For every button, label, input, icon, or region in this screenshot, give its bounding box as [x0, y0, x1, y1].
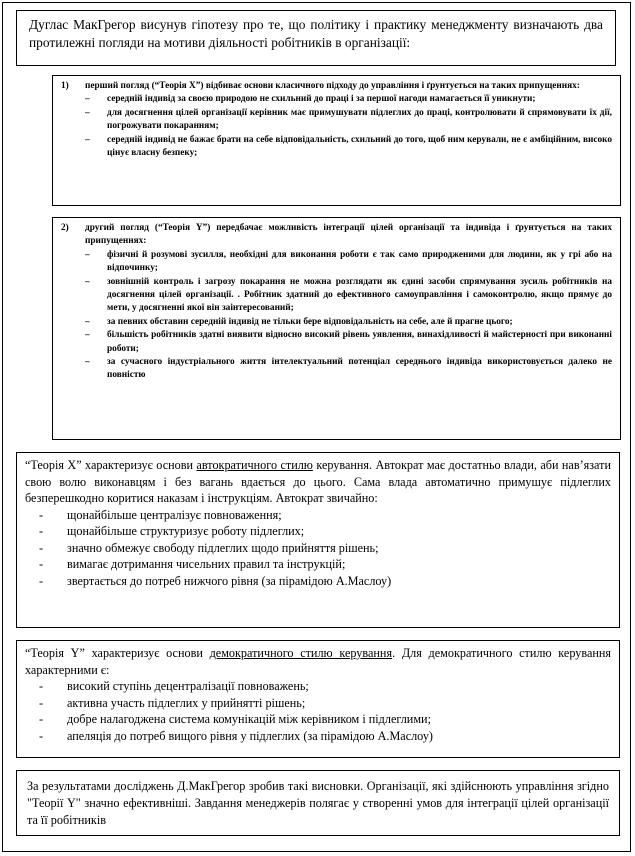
list-item-text: зовнішній контроль і загрозу покарання не можна розглядати як єдині засоби спрямування зусиль робітників на досягнення цілей організації. . Робітник здатний до ефективного самоуправління і самоконтролю, якщо прямує до мети, у досягненні якої він заінтересований;: [107, 276, 612, 314]
theory-x-head: [61, 80, 612, 93]
underlined-term: демократичного стилю керування: [209, 646, 393, 660]
list-item: [85, 329, 612, 356]
list-item: [85, 316, 612, 329]
list-item: [39, 728, 611, 745]
dash-bullet: -: [39, 573, 44, 588]
theory-y-style-text: [25, 645, 611, 678]
text-part: “Теорія X” характеризує основи: [25, 458, 197, 472]
dash-bullet: –: [85, 330, 90, 341]
list-item: [39, 711, 611, 728]
list-item-text: щонайбільше структуризує роботу підлеглих;: [67, 524, 305, 538]
list-item-text: фізичні й розумові зусилля, необхідні для виконання роботи є так само природженими для людини, як у грі або на відпочинку;: [107, 249, 612, 274]
dash-bullet: –: [85, 107, 90, 118]
dash-bullet: –: [85, 357, 90, 368]
theory-y-head-text: другий погляд (“Теорія Y”) передбачає можливість інтеграції цілей організації та індивіда і ґрунтується на таких припущеннях:: [85, 223, 612, 247]
list-item-text: звертається до потреб нижчого рівня (за пірамідою А.Маслоу): [67, 573, 392, 588]
list-item-text: для досягнення цілей організації керівник має примушувати підлеглих до праці, контролювати й спрямовувати їх дії, погрожувати покаранням;: [107, 107, 612, 132]
theory-x-style-box: [16, 452, 620, 628]
list-item-text: активна участь підлеглих у прийнятті рішень;: [67, 695, 306, 710]
list-item: [85, 134, 612, 161]
theory-x-assumptions-box: [52, 75, 621, 206]
list-item: [85, 93, 612, 106]
dash-bullet: –: [85, 316, 90, 327]
theory-x-style-text: [25, 457, 611, 507]
underlined-term: автократичного стилю: [196, 458, 313, 472]
conclusion-box: [16, 770, 620, 836]
theory-y-head: [61, 222, 612, 249]
list-item-text: апеляція до потреб вищого рівня у підлеглих (за пірамідою А.Маслоу): [67, 728, 433, 743]
intro-text: Дуглас МакГрегор висунув гіпотезу про те, що політику і практику менеджменту визначають два протилежні погляди на мотиви діяльності робітників в організації:: [29, 17, 603, 50]
text-part: “Теорія Y” характеризує основи: [25, 646, 210, 660]
theory-y-assumptions-list: [61, 249, 612, 383]
list-item: [39, 678, 611, 695]
dash-bullet: -: [39, 712, 44, 726]
dash-bullet: -: [39, 557, 44, 571]
theory-x-assumptions-list: [61, 93, 612, 160]
list-item-text: середній індивід за своєю природою не схильний до праці і за першої нагоди намагається її уникнути;: [107, 94, 536, 105]
dash-bullet: -: [39, 695, 44, 710]
dash-bullet: –: [85, 94, 90, 105]
text-part: керування. Автократ має достатньо влади, аби нав’язати свою волю виконавцям і без вагань вдається до цього. Сама влада автоматично примушує підлеглих безперешкодно коритися наказам і інструкціям. Автократ звичайно:: [25, 458, 611, 505]
conclusion-text: За результатами досліджень Д.МакГрегор зробив такі висновки. Організації, які здійснюють управління згідно "Теорії Y" значно ефективніші. Завдання менеджерів полягає у створенні умов для інтеграції цілей організації та її робітників: [27, 779, 609, 827]
list-item: [85, 107, 612, 134]
intro-box: [16, 10, 616, 66]
dash-bullet: -: [39, 679, 44, 693]
list-item-text: за сучасного індустріального життя інтелектуальний потенціал середнього індивіда використовується далеко не повністю: [107, 357, 612, 381]
list-item: [85, 276, 612, 316]
list-item: [85, 249, 612, 276]
list-item: [39, 540, 611, 557]
list-item: [39, 523, 611, 540]
theory-x-head-text: перший погляд (“Теорія X”) відбиває основи класичного підходу до управління і ґрунтується на таких припущеннях:: [85, 81, 580, 91]
list-item: [39, 556, 611, 573]
list-item: [85, 356, 612, 383]
list-item-text: вимагає дотримання чисельних правил та інструкцій;: [67, 557, 346, 571]
democrat-traits-list: [25, 678, 611, 744]
text-part: . Для демократичного стилю керування характерними є:: [25, 646, 612, 677]
list-item-text: значно обмежує свободу підлеглих щодо прийняття рішень;: [67, 540, 379, 555]
list-number: 2): [61, 223, 69, 233]
theory-y-assumptions-box: [52, 217, 621, 440]
list-item: [39, 507, 611, 524]
list-item-text: більшість робітників здатні виявити відносно високий рівень уявлення, винахідливості й майстерності при виконанні роботи;: [107, 330, 612, 354]
list-item-text: високий ступінь децентралізації повноважень;: [67, 679, 309, 693]
dash-bullet: -: [39, 728, 44, 743]
dash-bullet: -: [39, 524, 44, 538]
autocrat-traits-list: [25, 507, 611, 590]
dash-bullet: -: [39, 540, 44, 555]
dash-bullet: –: [85, 134, 90, 145]
list-item-text: добре налагоджена система комунікацій між керівником і підлеглими;: [67, 712, 431, 726]
dash-bullet: -: [39, 507, 44, 522]
list-item-text: середній індивід не бажає брати на себе відповідальність, схильний до того, щоб ним керували, не є амбіційним, високо цінує власну безпеку;: [107, 134, 612, 159]
list-item-text: за певних обставин середній індивід не тільки бере відповідальність на себе, але й прагне цього;: [107, 316, 513, 327]
list-item: [39, 695, 611, 712]
list-number: 1): [61, 81, 69, 91]
list-item-text: щонайбільше централізує повноваження;: [67, 507, 282, 522]
list-item: [39, 573, 611, 590]
theory-y-style-box: [16, 640, 620, 758]
dash-bullet: –: [85, 249, 90, 260]
dash-bullet: –: [85, 276, 90, 287]
